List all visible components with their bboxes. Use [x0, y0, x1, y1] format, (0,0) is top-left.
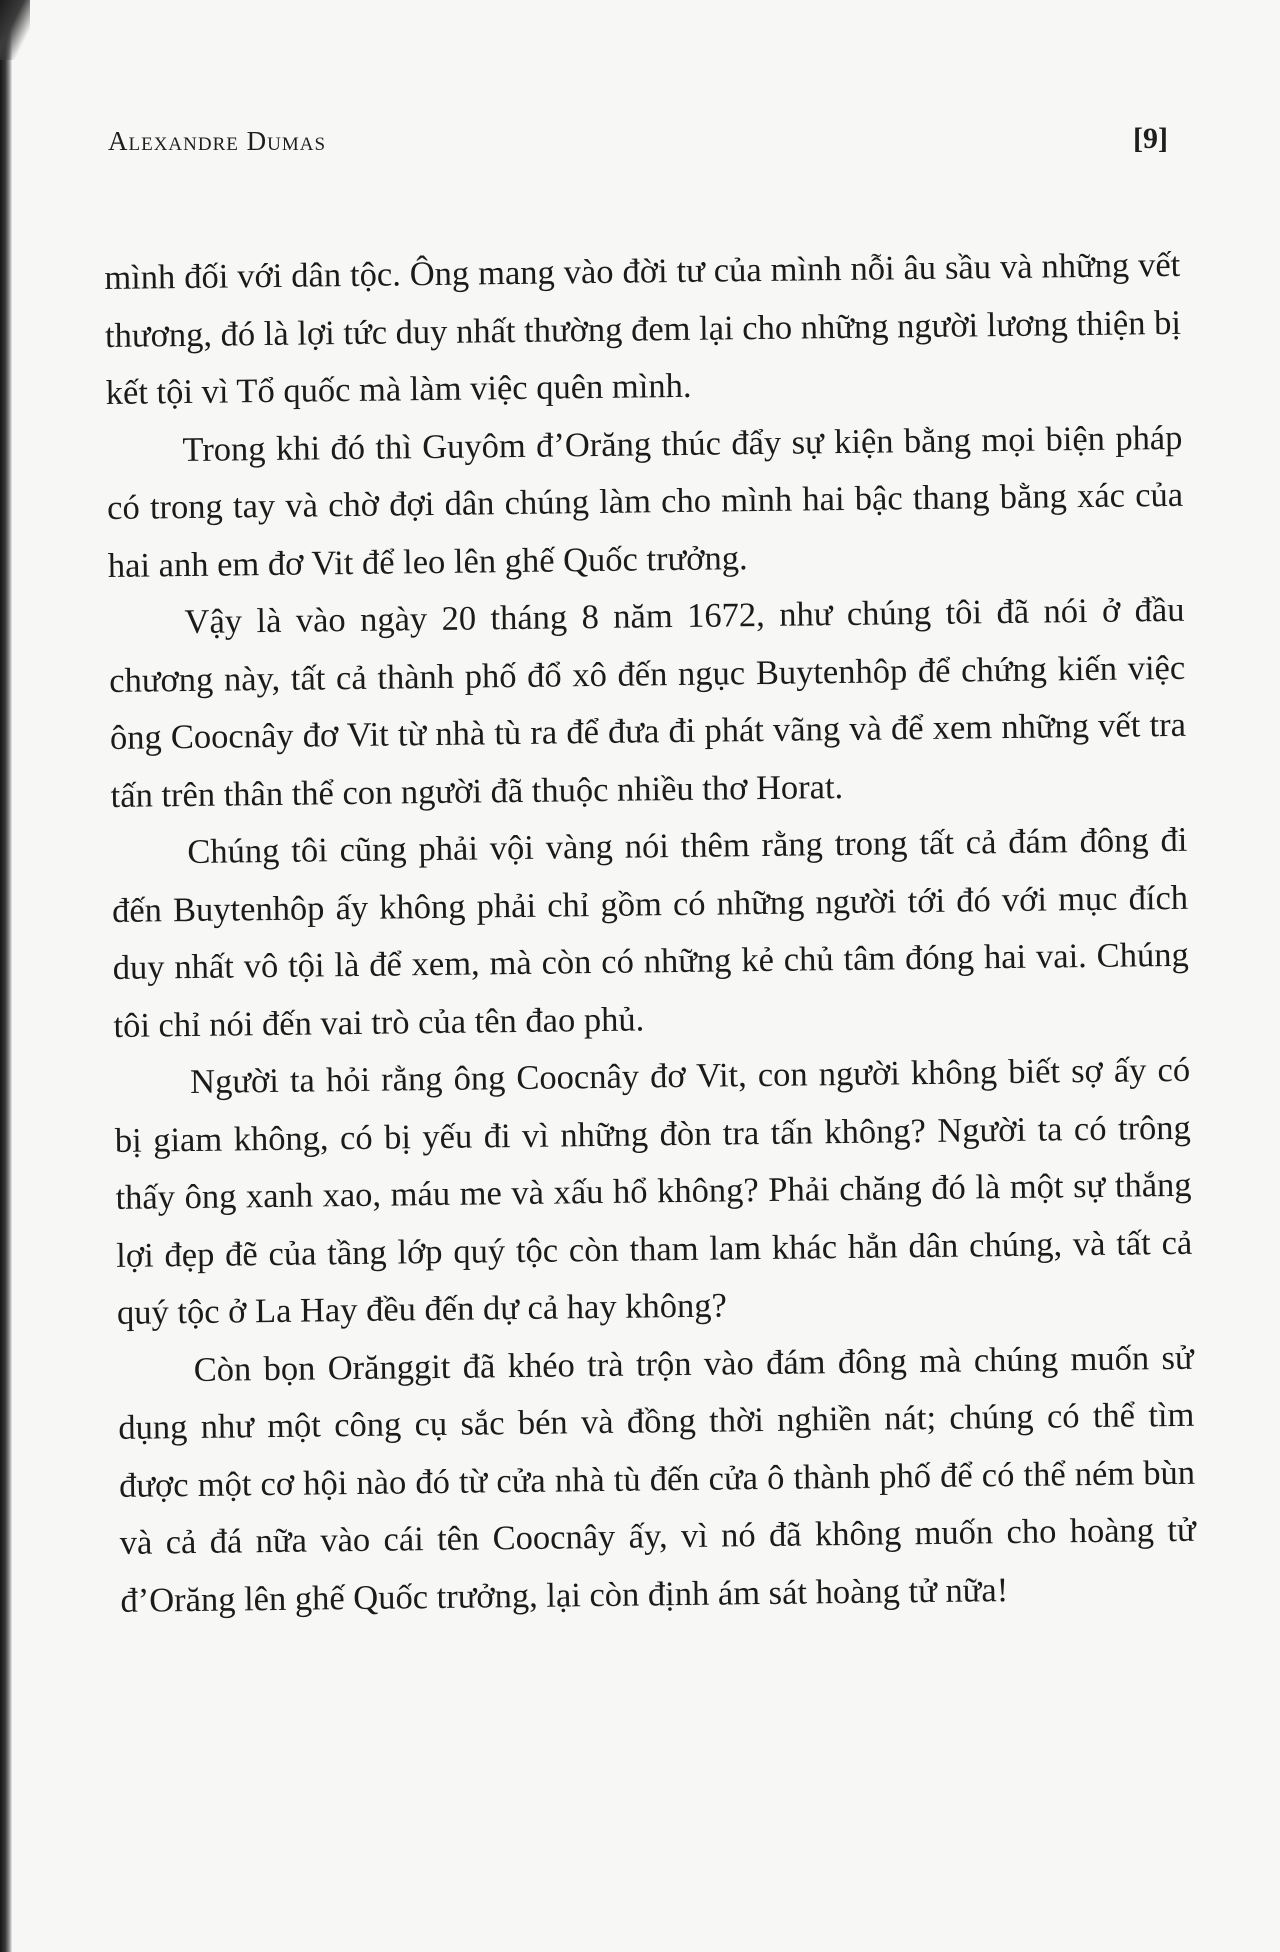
- paragraph-4: Chúng tôi cũng phải vội vàng nói thêm rằng trong tất cả đám đông đi đến Buytenhôp ấy không phải chỉ gồm có những người tới đó với mục đích duy nhất vô tội là để xem, mà còn có những kẻ chủ tâm đóng hai vai. Chúng tôi chỉ nói đến vai trò của tên đao phủ.: [111, 820, 1189, 1045]
- paragraph-2: Trong khi đó thì Guyôm đ’Orăng thúc đẩy sự kiện bằng mọi biện pháp có trong tay và chờ đợi dân chúng làm cho mình hai bậc thang bằng xác của hai anh em đơ Vit để leo lên ghế Quốc trưởng.: [106, 418, 1184, 585]
- paragraph-5: Người ta hỏi rằng ông Coocnây đơ Vit, con người không biết sợ ấy có bị giam không, có bị yếu đi vì những đòn tra tấn không? Người ta có trông thấy ông xanh xao, máu me và xấu hổ không? Phải chăng đó là một sự thắng lợi đẹp đẽ của tầng lớp quý tộc còn tham lam khác hẳn dân chúng, và tất cả quý tộc ở La Hay đều đến dự cả hay không?: [114, 1050, 1193, 1332]
- paragraph-3: Vậy là vào ngày 20 tháng 8 năm 1672, như chúng tôi đã nói ở đầu chương này, tất cả thành phố đổ xô đến ngục Buytenhôp để chứng kiến việc ông Coocnây đơ Vit từ nhà tù ra để đưa đi phát vãng và để xem những vết tra tấn trên thân thể con người đã thuộc nhiều thơ Horat.: [109, 590, 1187, 815]
- book-spine-shadow: [0, 0, 12, 1952]
- body-text: [104, 237, 1197, 1630]
- running-head-author: Alexandre Dumas: [108, 126, 327, 156]
- book-spine-corner: [0, 0, 30, 60]
- paragraph-6: Còn bọn Orănggit đã khéo trà trộn vào đám đông mà chúng muốn sử dụng như một công cụ sắc bén và đồng thời nghiền nát; chúng có thể tìm được một cơ hội nào đó từ cửa nhà tù đến cửa ô thành phố để có thể ném bùn và cả đá nữa vào cái tên Coocnây ấy, vì nó đã không muốn cho hoàng tử đ’Orăng lên ghế Quốc trưởng, lại còn định ám sát hoàng tử nữa!: [118, 1338, 1196, 1620]
- page-number: [9]: [1133, 122, 1168, 155]
- paragraph-1: mình đối với dân tộc. Ông mang vào đời tư của mình nỗi âu sầu và những vết thương, đó là lợi tức duy nhất thường đem lại cho những người lương thiện bị kết tội vì Tổ quốc mà làm việc quên mình.: [104, 245, 1182, 412]
